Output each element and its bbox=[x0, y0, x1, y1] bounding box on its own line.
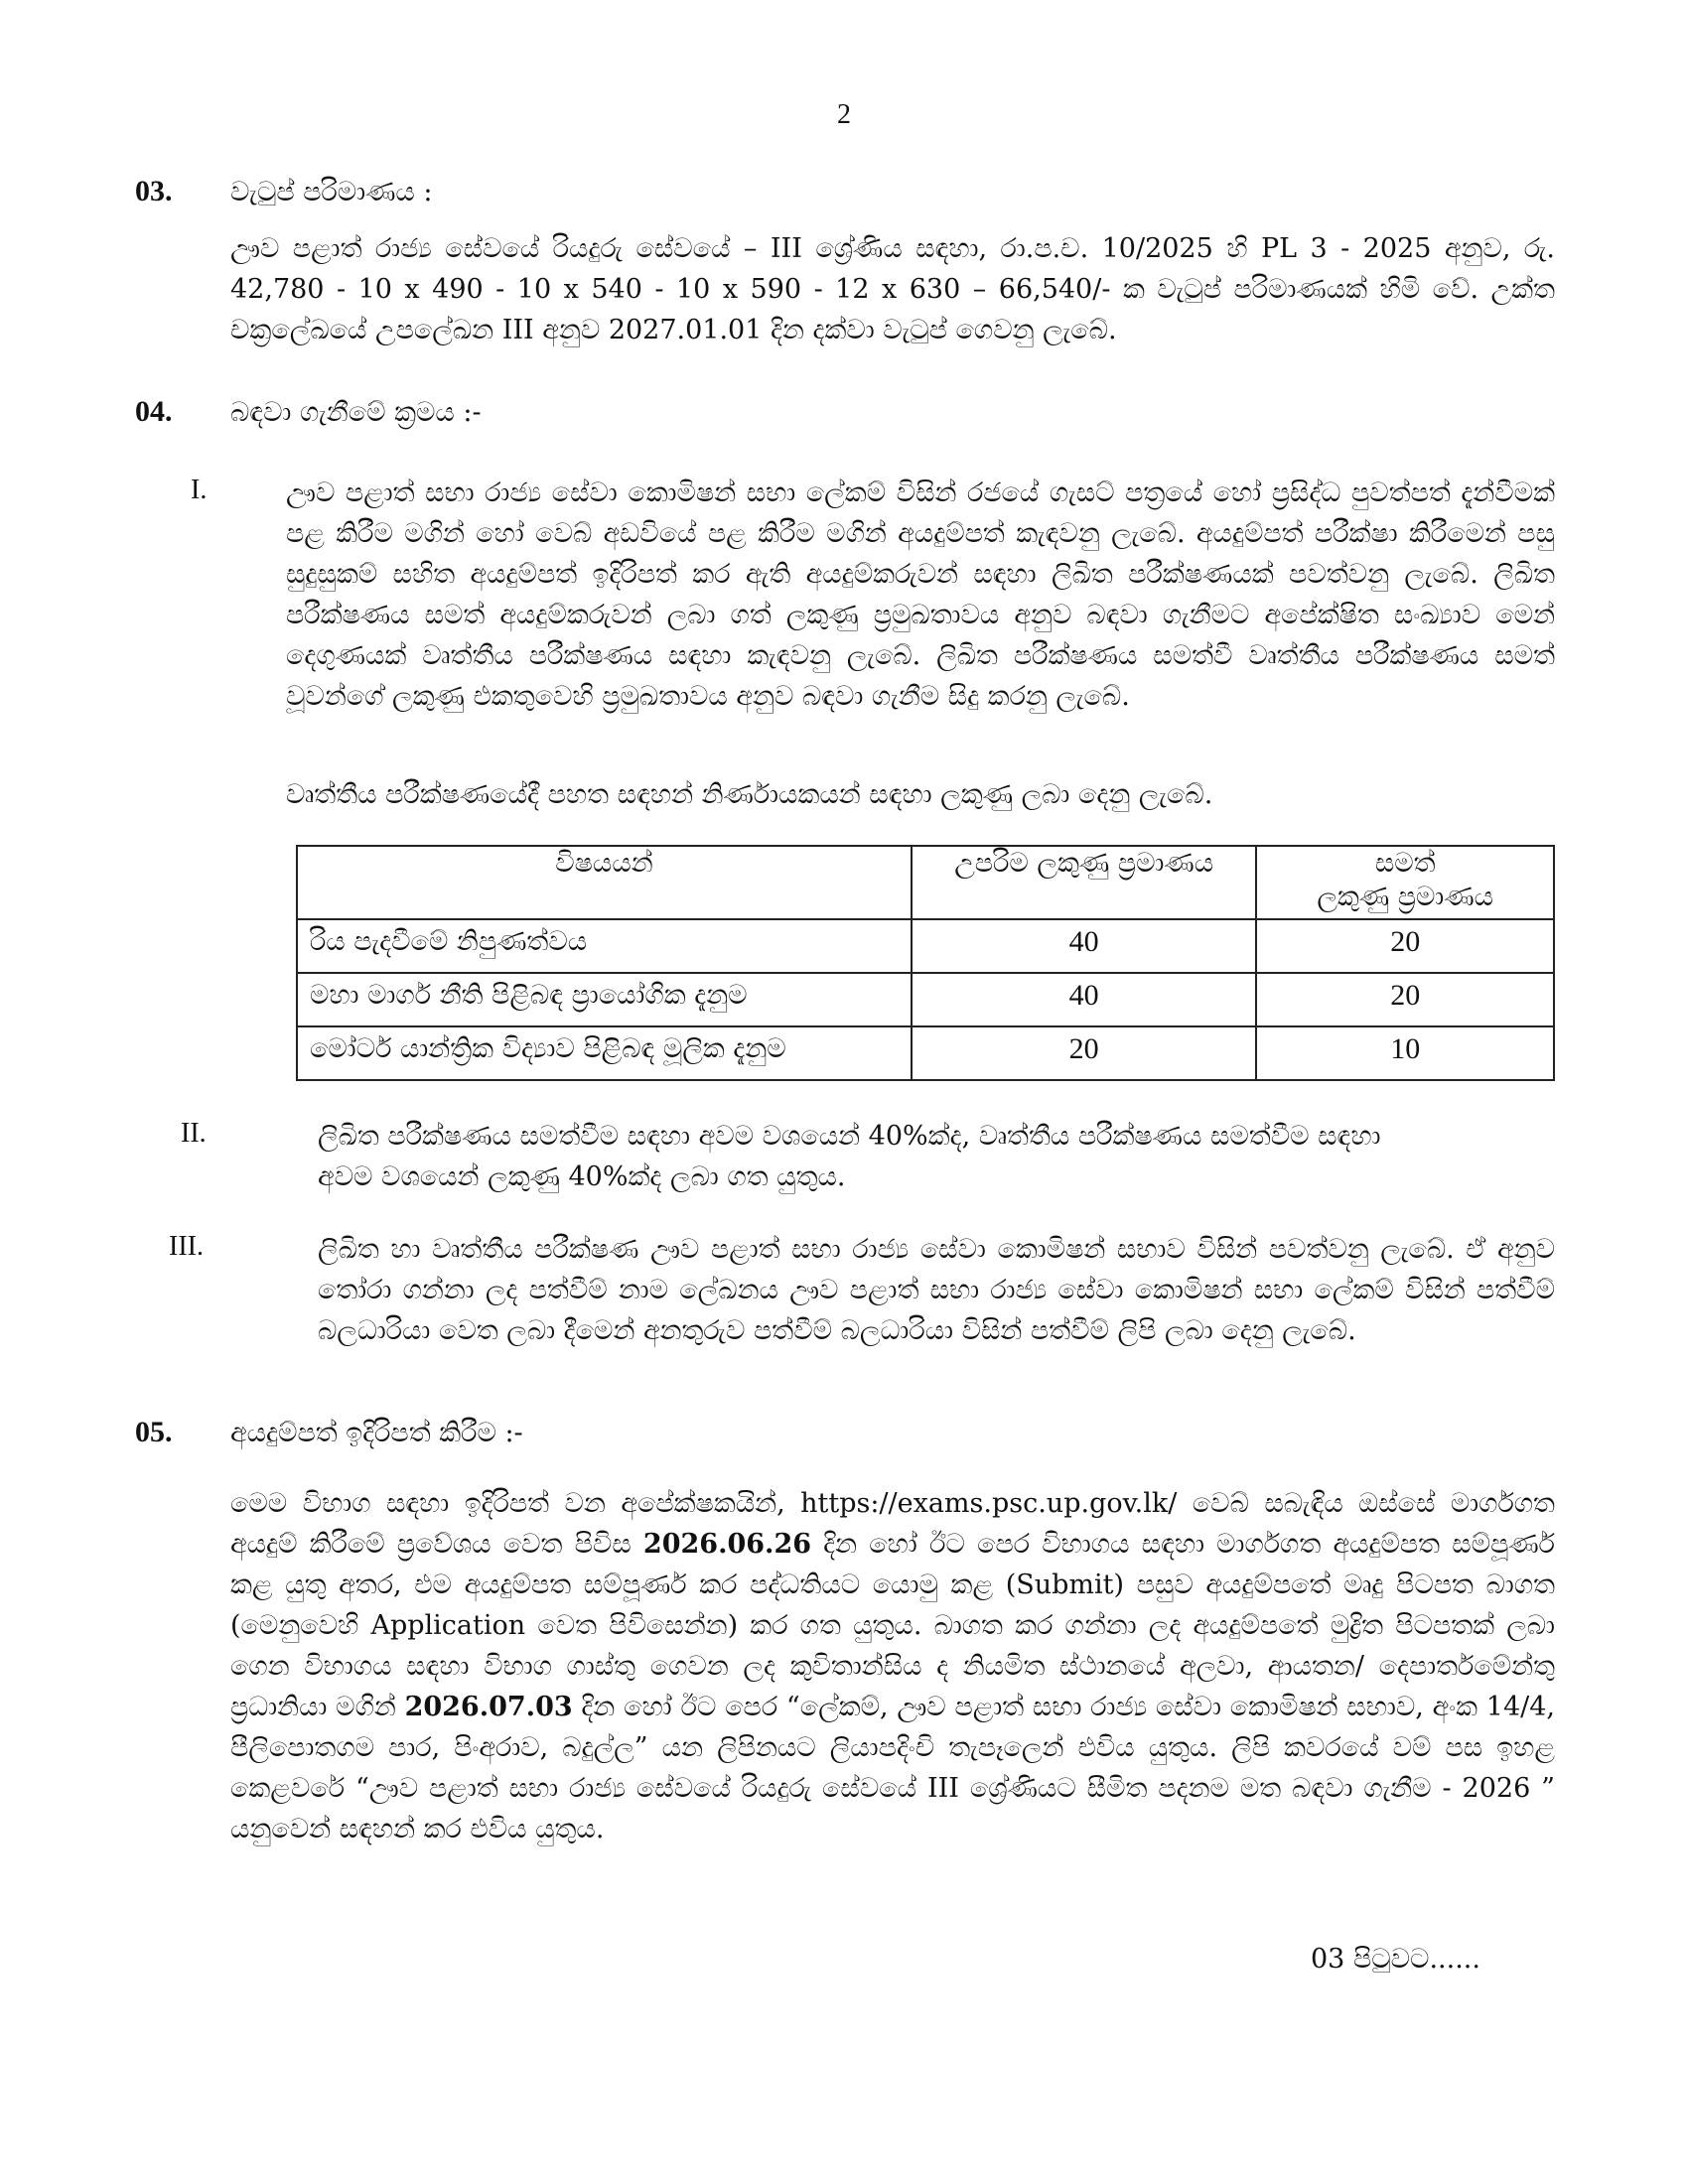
item-3-numeral: III. bbox=[169, 1231, 204, 1262]
section-03-paragraph: ඌව පළාත් රාජ්‍ය සේවයේ රියදුරු සේවයේ – III ශ්‍රේණිය සඳහා, රා.ප.ච. 10/2025 හි PL 3 - 2025 අනුව, රු. 42,780 - 10 x 490 - 10 x 540 - 10 x 590 - 12 x 630 – 66,540/- ක වැටුප් පරිමාණයක් හිමි වේ. උක්ත චක්‍රලේඛයේ උපලේඛන III අනුව 2027.01.01 දින දක්වා වැටුප් ගෙවනු ලැබේ. bbox=[230, 233, 1555, 345]
closing-date-online: 2026.06.26 bbox=[642, 1529, 812, 1560]
item-1-numeral: I. bbox=[191, 475, 208, 505]
section-04-title: බඳවා ගැනීමේ ක්‍රමය :- bbox=[230, 397, 482, 428]
row-max: 40 bbox=[912, 919, 1256, 973]
header-subjects: විෂයයන් bbox=[297, 846, 912, 919]
row-max: 20 bbox=[912, 1026, 1256, 1080]
continued-note: 03 පිටුවට...... bbox=[1311, 1944, 1480, 1975]
item-2-line2: අවම වශයෙන් ලකුණු 40%ක්ද ලබා ගත යුතුය. bbox=[318, 1161, 846, 1192]
section-05-text bbox=[230, 1483, 1555, 1849]
table-row bbox=[297, 973, 1554, 1026]
section-03-number: 03. bbox=[135, 175, 173, 207]
section-05-paragraph bbox=[230, 1483, 1555, 1849]
item-2-line1: ලිඛිත පරීක්ෂණය සමත්වීම සඳහා අවම වශයෙන් 40%ක්ද, වෘත්තීය පරීක්ෂණය සමත්වීම සඳහා bbox=[318, 1121, 1381, 1152]
section-05-part-2: දින හෝ ඊට පෙර විභාගය සඳහා මාර්ගගත අයදුම්පත සම්පූර්ණ කළ යුතු අතර, එම අයදුම්පත සම්පූර්ණ කර පද්ධතියට යොමු කළ (Submit) පසුව අයදුම්පතේ මෘදු පිටපත බාගත (මෙනුවෙහි Application වෙත පිවිසෙන්න) කර ගත යුතුය. බාගත කර ගන්නා ලද අයදුම්පතේ මුද්‍රිත පිටපතක් ලබා ගෙන විභාගය සඳහා විභාග ගාස්තු ගෙවන ලද කුවිතාන්සිය ද නියමිත ස්ථානයේ අලවා, ආයතන/ දෙපාර්තමේන්තු ප්‍රධානියා මගින් bbox=[230, 1529, 1555, 1722]
section-03-title: වැටුප් පරිමාණය : bbox=[230, 177, 433, 207]
row-subject: මහා මාර්ග නීති පිළිබඳ ප්‍රායෝගික දැනුම bbox=[297, 973, 912, 1026]
table-header-row bbox=[297, 846, 1554, 919]
item-2-text bbox=[318, 1116, 1555, 1197]
table-intro: වෘත්තීය පරීක්ෂණයේදී පහත සඳහන් නිර්ණායකයන් සඳහා ලකුණු ලබා දෙනු ලැබේ. bbox=[286, 779, 1213, 810]
item-2-numeral: II. bbox=[181, 1118, 207, 1149]
page-number: 2 bbox=[837, 99, 851, 130]
section-05-number-digits: 05 bbox=[135, 1416, 165, 1448]
section-03-text bbox=[230, 228, 1555, 350]
header-max-marks: උපරිම ලකුණු ප්‍රමාණය bbox=[912, 846, 1256, 919]
header-pass-line2: ලකුණු ප්‍රමාණය bbox=[1317, 882, 1494, 912]
item-3-text bbox=[318, 1229, 1555, 1351]
row-pass: 20 bbox=[1256, 973, 1554, 1026]
section-04-number: 04. bbox=[135, 395, 173, 428]
item-1-paragraph: ඌව පළාත් සභා රාජ්‍ය සේවා කොමිෂන් සභා ලේකම් විසින් රජයේ ගැසට් පත්‍රයේ හෝ ප්‍රසිද්ධ පුවත්පත් දැන්වීමක් පළ කිරීම මගින් හෝ වෙබ් අඩවියේ පළ කිරීම මගින් අයදුම්පත් කැඳවනු ලැබේ. අයදුම්පත් පරීක්ෂා කිරීමෙන් පසු සුදුසුකම් සහිත අයදුම්පත් ඉදිරිපත් කර ඇති අයදුම්කරුවන් සඳහා ලිඛිත පරීක්ෂණයක් පවත්වනු ලැබේ. ලිඛිත පරීක්ෂණය සමත් අයදුම්කරුවන් ලබා ගත් ලකුණු ප්‍රමුඛතාවය අනුව බඳවා ගැනීමට අපේක්ෂිත සංඛ්‍යාව මෙන් දෙගුණයක් වෘත්තීය පරීක්ෂණය සඳහා කැඳවනු ලැබේ. ලිඛිත පරීක්ෂණය සමත්වී වෘත්තීය පරීක්ෂණය සමත් වූවන්ගේ ලකුණු එකතුවෙහි ප්‍රමුඛතාවය අනුව බඳවා ගැනීම සිදු කරනු ලැබේ. bbox=[286, 478, 1555, 712]
row-subject: මෝටර් යාන්ත්‍රික විද්‍යාව පිළිබඳ මූලික දැනුම bbox=[297, 1026, 912, 1080]
table-row bbox=[297, 1026, 1554, 1080]
item-3-paragraph: ලිඛිත හා වෘත්තීය පරීක්ෂණ ඌව පළාත් සභා රාජ්‍ය සේවා කොමිෂන් සභාව විසින් පවත්වනු ලැබේ. ඒ අනුව තෝරා ගන්නා ලද පත්වීම් නාම ලේඛනය ඌව පළාත් සභා රාජ්‍ය සේවා කොමිෂන් සභා ලේකම් විසින් පත්වීම් බලධාරියා වෙත ලබා දීමෙන් අනතුරුව පත්වීම් බලධාරියා විසින් පත්වීම් ලිපි ලබා දෙනු ලැබේ. bbox=[318, 1234, 1555, 1346]
item-1-text bbox=[286, 473, 1555, 717]
table-row bbox=[297, 919, 1554, 973]
row-pass: 20 bbox=[1256, 919, 1554, 973]
header-pass-line1: සමත් bbox=[1374, 848, 1436, 879]
row-max: 40 bbox=[912, 973, 1256, 1026]
section-05-part-3: දින හෝ ඊට පෙර “ලේකම්, ඌව පළාත් සභා රාජ්‍ය සේවා කොමිෂන් සභාව, අංක 14/4, පීලිපොතගම පාර, පිංඅරාව, බදුල්ල” යන ලිපිනයට ලියාපදිංචි තැපෑලෙන් එවිය යුතුය. ලිපි කවරයේ වම් පස ඉහළ කෙළවරේ “ඌව පළාත් සභා රාජ්‍ය සේවයේ රියදුරු සේවයේ III ශ්‍රේණියට සීමිත පදනම මත බඳවා ගැනීම - 2026 ” යනුවෙන් සඳහන් කර එවිය යුතුය. bbox=[230, 1692, 1555, 1844]
section-05-title: අයදුම්පත් ඉදිරිපත් කිරීම :- bbox=[230, 1418, 523, 1448]
header-pass-marks bbox=[1256, 846, 1554, 919]
section-05-part-1: මෙම විභාග සඳහා ඉදිරිපත් වන අපේක්ෂකයින්, https://exams.psc.up.gov.lk/ වෙබ් සබැඳිය ඔස්සේ මාර්ගගත අයදුම් කිරීමේ ප්‍රවේශය වෙත පිවිස bbox=[230, 1488, 1555, 1560]
section-05-number-dot: . bbox=[165, 1416, 173, 1448]
row-subject: රිය පැදවීමේ නිපුණත්වය bbox=[297, 919, 912, 973]
section-05-number bbox=[135, 1416, 173, 1449]
marks-table bbox=[296, 845, 1555, 1081]
closing-date-post: 2026.07.03 bbox=[404, 1692, 573, 1722]
row-pass: 10 bbox=[1256, 1026, 1554, 1080]
